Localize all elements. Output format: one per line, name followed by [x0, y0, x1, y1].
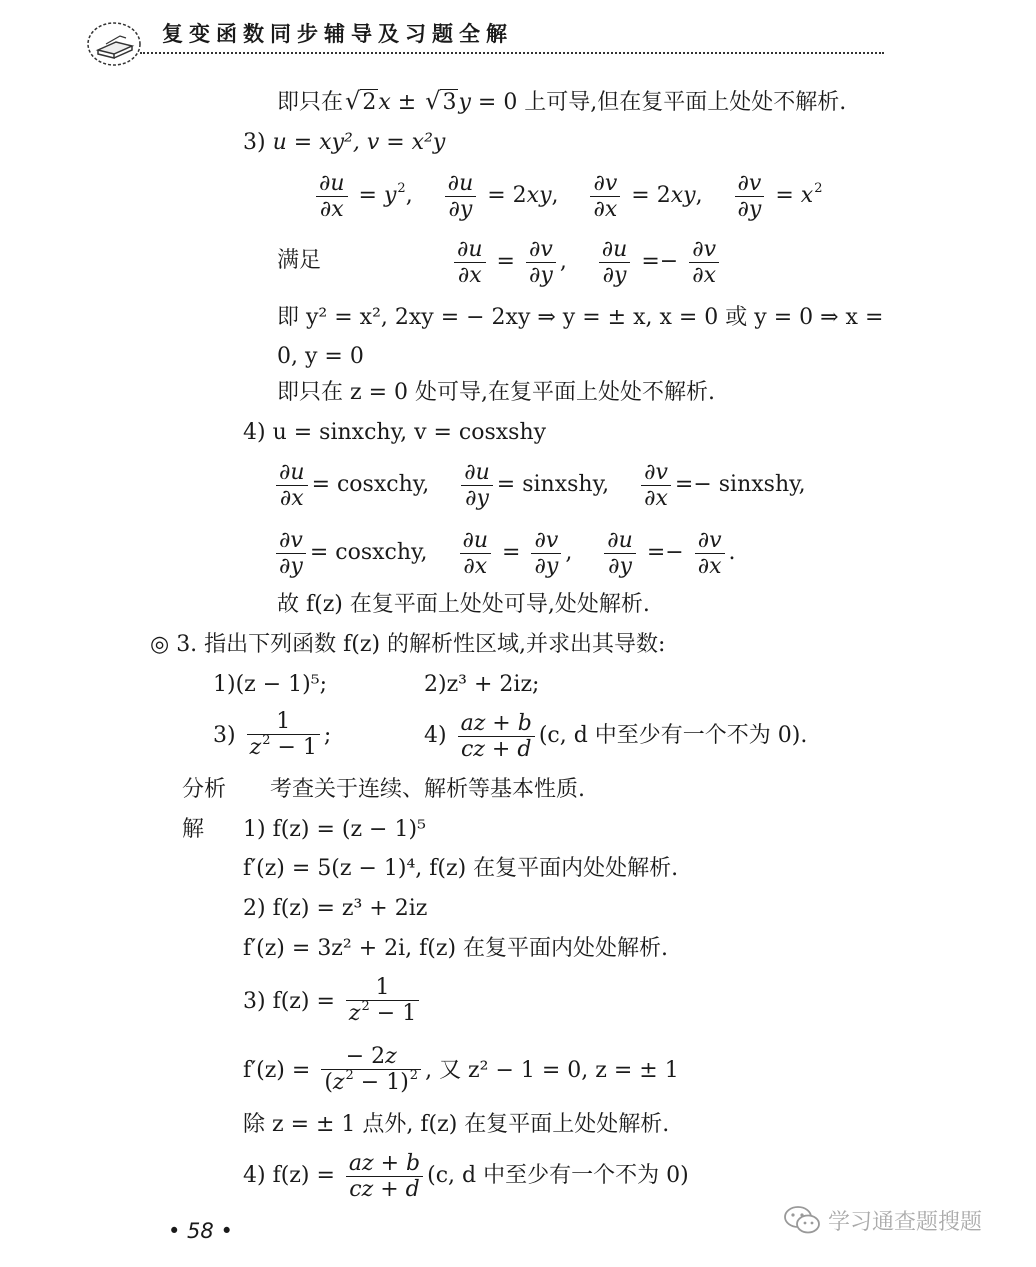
solution-3a: 3) f(z) = $\frac{1}{z^2 - 1}$	[243, 974, 423, 1030]
part4-row2: $\frac{\partial v}{\partial y}$ = cosxchy, $\frac{\partial u}{\partial x}$ = $\frac{\partial v}{\partial y}$ , $\frac{\partial u}{\partial y}$ =− $\frac{\partial v}{\partial x}$ .	[272, 525, 736, 581]
header-title: 复变函数同步辅导及习题全解	[162, 21, 513, 46]
question-3: ◎ 3. 指出下列函数 f(z) 的解析性区域,并求出其导数:	[150, 632, 666, 657]
wechat-icon	[782, 1203, 822, 1237]
satisfy-label: 满足	[277, 248, 322, 273]
part4-def: 4) u = sinxchy, v = cosxshy	[243, 420, 547, 445]
part3-def: 3) u = xy², v = x²y	[243, 130, 446, 155]
analysis-label: 分析	[182, 777, 227, 802]
q3-item-1: 1)(z − 1)⁵;	[213, 672, 327, 697]
line-first: 即只在√2x ± √3y = 0 上可导,但在复平面上处处不解析.	[277, 87, 847, 115]
solution-1a: 1) f(z) = (z − 1)⁵	[243, 817, 426, 842]
line-only: 即只在 z = 0 处可导,在复平面上处处不解析.	[277, 380, 715, 405]
q3-item-3: 3) $\frac{1}{z^2 - 1}$ ;	[213, 709, 332, 760]
solution-2a: 2) f(z) = z³ + 2iz	[243, 896, 428, 921]
solution-1b: f′(z) = 5(z − 1)⁴, f(z) 在复平面内处处解析.	[243, 856, 679, 881]
solution-label: 解	[182, 817, 205, 842]
q3-item-4: 4) $\frac{az + b}{cz + d}$ (c, d 中至少有一个不为 0).	[424, 710, 808, 762]
header-divider	[140, 52, 884, 54]
solution-4: 4) f(z) = $\frac{az + b}{cz + d}$ (c, d 中至少有一个不为 0)	[243, 1150, 689, 1202]
page-number: • 58 •	[168, 1219, 233, 1243]
line-ji-a: 即 y² = x², 2xy = − 2xy ⇒ y = ± x, x = 0 或 y = 0 ⇒ x =	[277, 305, 884, 330]
header-book-icon	[86, 20, 142, 68]
part4-row1: $\frac{\partial u}{\partial x}$ = cosxchy, $\frac{\partial u}{\partial y}$ = sinxshy, $\frac{\partial v}{\partial x}$ =− sinxshy,	[272, 457, 806, 513]
analysis-text: 考查关于连续、解析等基本性质.	[270, 777, 585, 802]
satisfy-eqs: $\frac{\partial u}{\partial x}$ = $\frac{\partial v}{\partial y}$ , $\frac{\partial u}{\partial y}$ =− $\frac{\partial v}{\partial x}$	[450, 234, 723, 290]
part3-partials: $\frac{\partial u}{\partial x}$ = $y^2$, $\frac{\partial u}{\partial y}$ = 2xy, $\frac{\partial v}{\partial x}$ = 2xy, $\frac{\partial v}{\partial y}$ = $x^2$	[312, 168, 822, 227]
watermark: 学习通查题搜题	[782, 1203, 982, 1237]
q3-item-2: 2)z³ + 2iz;	[424, 672, 540, 697]
solution-3c: 除 z = ± 1 点外, f(z) 在复平面上处处解析.	[243, 1112, 670, 1137]
solution-2b: f′(z) = 3z² + 2i, f(z) 在复平面内处处解析.	[243, 936, 669, 961]
line-gu: 故 f(z) 在复平面上处处可导,处处解析.	[277, 592, 650, 617]
line-ji-b: 0, y = 0	[277, 344, 364, 369]
solution-3b: f′(z) = $\frac{- 2z}{(z^2 - 1)^2}$ , 又 z² − 1 = 0, z = ± 1	[243, 1044, 679, 1095]
